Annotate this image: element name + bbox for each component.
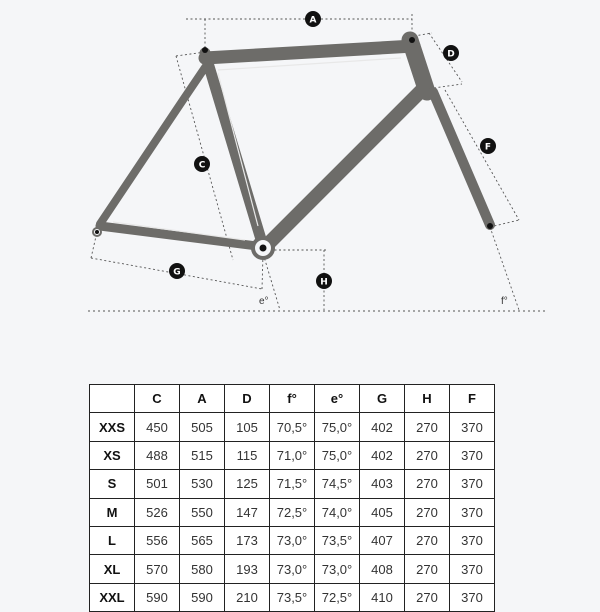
table-cell: 405 <box>360 498 405 526</box>
marker-d <box>443 45 459 61</box>
table-header-cell: F <box>450 385 495 413</box>
table-cell: 71,5° <box>270 470 315 498</box>
marker-f <box>480 138 496 154</box>
table-cell: 408 <box>360 555 405 583</box>
table-cell: 501 <box>135 470 180 498</box>
table-cell: 75,0° <box>315 413 360 441</box>
size-cell: XS <box>90 441 135 469</box>
marker-g <box>169 263 185 279</box>
svg-text:A: A <box>309 15 317 26</box>
table-cell: 590 <box>135 583 180 611</box>
table-header-cell: C <box>135 385 180 413</box>
size-cell: S <box>90 470 135 498</box>
svg-text:D: D <box>447 49 455 60</box>
table-header-cell: A <box>180 385 225 413</box>
table-cell: 580 <box>180 555 225 583</box>
table-header-cell: f° <box>270 385 315 413</box>
table-cell: 370 <box>450 583 495 611</box>
table-cell: 370 <box>450 413 495 441</box>
table-row <box>90 583 495 611</box>
table-header-cell <box>90 385 135 413</box>
table-body <box>90 413 495 612</box>
table-cell: 402 <box>360 413 405 441</box>
table-cell: 105 <box>225 413 270 441</box>
table-cell: 72,5° <box>315 583 360 611</box>
table-cell: 74,0° <box>315 498 360 526</box>
table-cell: 125 <box>225 470 270 498</box>
headtube-top-point <box>409 37 415 43</box>
marker-a <box>305 11 321 27</box>
table-cell: 72,5° <box>270 498 315 526</box>
table-cell: 73,5° <box>315 526 360 554</box>
svg-text:G: G <box>173 267 181 278</box>
table-cell: 505 <box>180 413 225 441</box>
table-cell: 370 <box>450 555 495 583</box>
marker-c <box>194 156 210 172</box>
size-cell: XL <box>90 555 135 583</box>
table-cell: 407 <box>360 526 405 554</box>
table-cell: 73,0° <box>315 555 360 583</box>
geometry-table <box>89 384 495 612</box>
table-cell: 270 <box>405 413 450 441</box>
size-cell: XXS <box>90 413 135 441</box>
table-cell: 115 <box>225 441 270 469</box>
angle-label-e: e° <box>259 296 269 307</box>
bike-frame <box>100 40 490 246</box>
table-cell: 270 <box>405 555 450 583</box>
marker-h <box>316 273 332 289</box>
table-header-cell: D <box>225 385 270 413</box>
table-cell: 530 <box>180 470 225 498</box>
table-cell: 450 <box>135 413 180 441</box>
table-header-cell: G <box>360 385 405 413</box>
rear-axle-point <box>95 230 99 234</box>
table-row <box>90 526 495 554</box>
table-cell: 370 <box>450 441 495 469</box>
table-row <box>90 413 495 441</box>
table-cell: 73,0° <box>270 555 315 583</box>
table-cell: 370 <box>450 526 495 554</box>
table-cell: 71,0° <box>270 441 315 469</box>
table-cell: 526 <box>135 498 180 526</box>
table-cell: 570 <box>135 555 180 583</box>
table-cell: 550 <box>180 498 225 526</box>
table-cell: 193 <box>225 555 270 583</box>
table-row <box>90 470 495 498</box>
table-cell: 515 <box>180 441 225 469</box>
table-row <box>90 441 495 469</box>
table-cell: 270 <box>405 470 450 498</box>
angle-label-f: f° <box>501 296 508 307</box>
table-cell: 370 <box>450 498 495 526</box>
bottom-bracket <box>253 238 273 258</box>
front-axle-point <box>487 223 493 229</box>
table-cell: 70,5° <box>270 413 315 441</box>
table-cell: 74,5° <box>315 470 360 498</box>
size-cell: M <box>90 498 135 526</box>
table-cell: 565 <box>180 526 225 554</box>
table-cell: 73,0° <box>270 526 315 554</box>
table-cell: 590 <box>180 583 225 611</box>
table-cell: 270 <box>405 583 450 611</box>
table-cell: 488 <box>135 441 180 469</box>
table-header-cell: H <box>405 385 450 413</box>
table-cell: 402 <box>360 441 405 469</box>
table-cell: 210 <box>225 583 270 611</box>
table-cell: 270 <box>405 498 450 526</box>
table-row <box>90 498 495 526</box>
table-row <box>90 555 495 583</box>
table-cell: 173 <box>225 526 270 554</box>
table-cell: 410 <box>360 583 405 611</box>
svg-text:H: H <box>320 277 328 288</box>
svg-text:C: C <box>198 160 206 171</box>
table-cell: 403 <box>360 470 405 498</box>
table-cell: 370 <box>450 470 495 498</box>
size-cell: XXL <box>90 583 135 611</box>
table-cell: 270 <box>405 441 450 469</box>
table-cell: 147 <box>225 498 270 526</box>
table-header-cell: e° <box>315 385 360 413</box>
table-header-row <box>90 385 495 413</box>
svg-text:F: F <box>484 142 492 153</box>
table-cell: 556 <box>135 526 180 554</box>
seat-clamp-point <box>202 47 208 53</box>
table-cell: 75,0° <box>315 441 360 469</box>
table-cell: 73,5° <box>270 583 315 611</box>
size-cell: L <box>90 526 135 554</box>
table-cell: 270 <box>405 526 450 554</box>
